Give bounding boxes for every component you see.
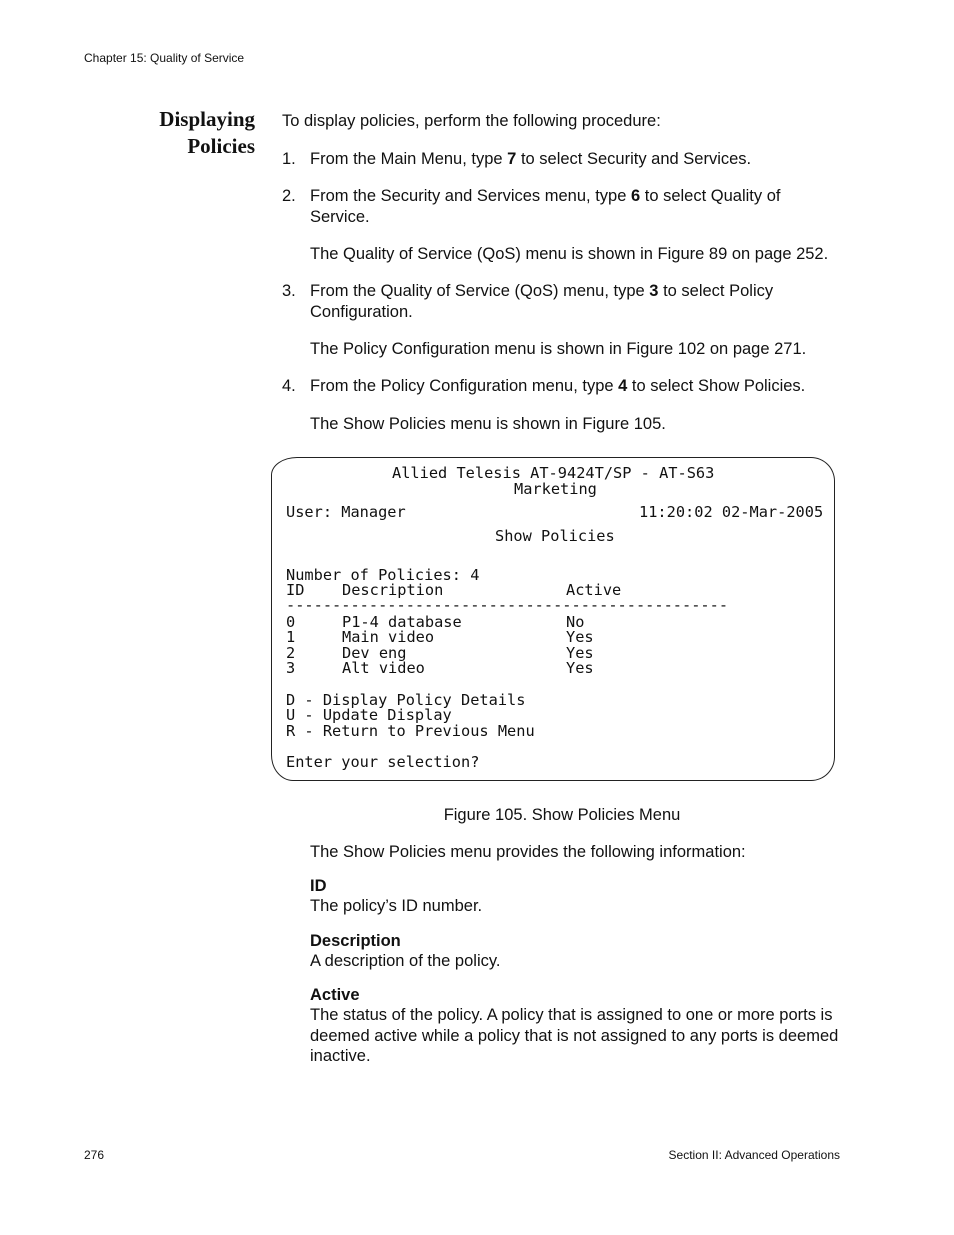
menu-option-return: R - Return to Previous Menu	[286, 722, 535, 740]
row-description: P1-4 database	[342, 613, 462, 631]
field-def-description: A description of the policy.	[310, 952, 501, 970]
step-2	[282, 186, 842, 230]
step-3	[282, 281, 842, 325]
step-number: 3.	[282, 282, 296, 300]
column-header-description: Description	[342, 581, 444, 599]
row-active: Yes	[566, 644, 594, 662]
step-number: 1.	[282, 150, 296, 168]
step-4	[282, 376, 842, 398]
step-text: From the Security and Services menu, type	[310, 187, 631, 205]
intro-text: To display policies, perform the following procedure:	[282, 112, 661, 130]
step-2-note: The Quality of Service (QoS) menu is shown in Figure 89 on page 252.	[310, 245, 829, 263]
menu-option-display: D - Display Policy Details	[286, 691, 526, 709]
step-key: 3	[649, 282, 659, 300]
terminal-screen	[271, 457, 835, 781]
step-key: 7	[507, 150, 517, 168]
field-term-active: Active	[310, 986, 360, 1004]
field-term-description: Description	[310, 932, 401, 950]
section-heading-line2: Policies	[187, 134, 255, 158]
screen-title: Allied Telesis AT-9424T/SP - AT-S63	[392, 464, 715, 482]
column-header-id: ID	[286, 581, 305, 599]
section-heading	[120, 106, 255, 160]
field-term-id: ID	[310, 877, 327, 895]
menu-option-update: U - Update Display	[286, 706, 452, 724]
row-active: Yes	[566, 628, 594, 646]
row-active: No	[566, 613, 585, 631]
step-text: From the Quality of Service (QoS) menu, type	[310, 282, 650, 300]
step-number: 4.	[282, 377, 296, 395]
step-text: to select Show Policies.	[627, 377, 806, 395]
table-separator: ------------------------------------------------	[286, 596, 729, 614]
page-number: 276	[84, 1148, 105, 1162]
row-id: 2	[286, 644, 296, 662]
row-active: Yes	[566, 659, 594, 677]
step-text: to select Security and Services.	[516, 150, 752, 168]
field-def-id: The policy’s ID number.	[310, 897, 483, 915]
step-text: to select Quality of Service.	[310, 187, 781, 226]
row-description: Dev eng	[342, 644, 407, 662]
figure-caption: Figure 105. Show Policies Menu	[443, 806, 681, 824]
screen-datetime: 11:20:02 02-Mar-2005	[639, 503, 824, 521]
row-id: 0	[286, 613, 296, 631]
step-text: to select Policy Configuration.	[310, 282, 774, 321]
step-text: From the Main Menu, type	[310, 150, 508, 168]
screen-menu-title: Show Policies	[495, 527, 615, 545]
step-key: 4	[618, 377, 628, 395]
row-id: 3	[286, 659, 296, 677]
step-4-note: The Show Policies menu is shown in Figure 105.	[310, 415, 666, 433]
step-number: 2.	[282, 187, 296, 205]
step-key: 6	[630, 187, 641, 205]
info-intro: The Show Policies menu provides the following information:	[310, 843, 746, 861]
screen-user: User: Manager	[286, 503, 406, 521]
row-id: 1	[286, 628, 296, 646]
running-header: Chapter 15: Quality of Service	[84, 51, 245, 65]
screen-subtitle: Marketing	[514, 480, 597, 498]
policy-count: Number of Policies: 4	[286, 566, 480, 584]
footer-section: Section II: Advanced Operations	[668, 1148, 840, 1162]
row-description: Main video	[342, 628, 435, 646]
column-header-active: Active	[566, 581, 622, 599]
section-heading-line1: Displaying	[159, 107, 255, 131]
row-description: Alt video	[342, 659, 425, 677]
step-1	[282, 149, 842, 171]
selection-prompt: Enter your selection?	[286, 753, 480, 771]
step-3-note: The Policy Configuration menu is shown in Figure 102 on page 271.	[310, 340, 807, 358]
step-text: From the Policy Configuration menu, type	[310, 377, 619, 395]
field-def-active: The status of the policy. A policy that is assigned to one or more ports is deemed active while a policy that is not assigned to any ports is deemed inactive.	[310, 1006, 839, 1065]
